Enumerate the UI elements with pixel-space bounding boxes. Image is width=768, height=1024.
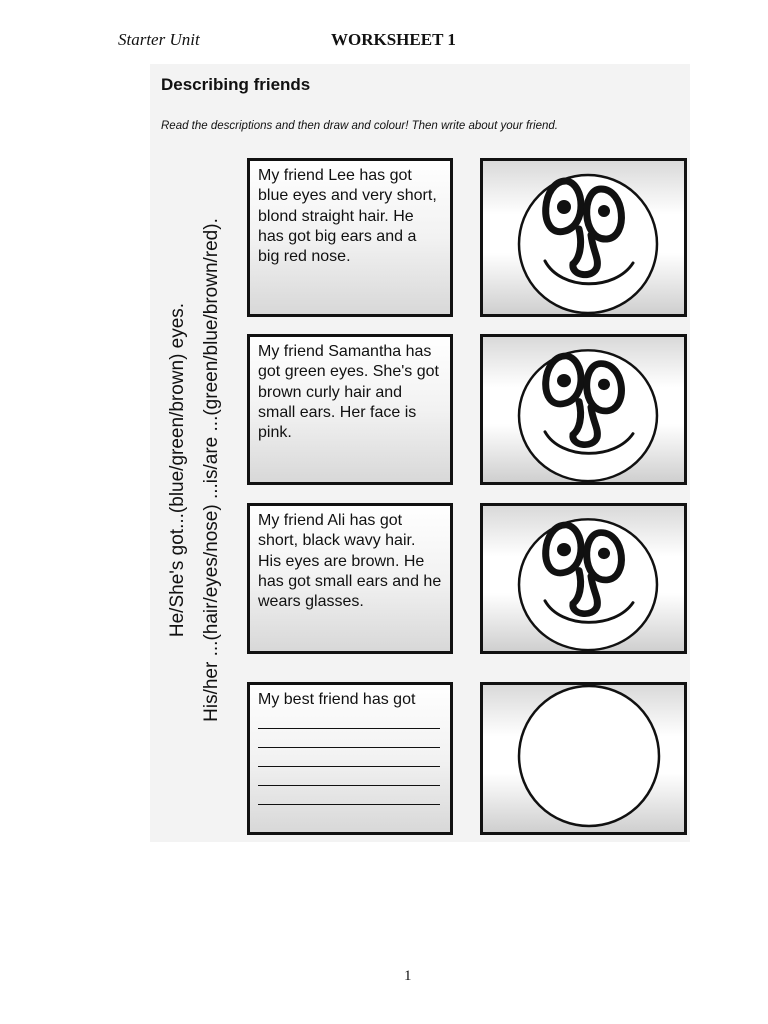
writing-line[interactable] <box>258 729 440 748</box>
face-box-best-friend <box>480 682 687 835</box>
smiley-face-icon <box>483 506 684 651</box>
description-box-ali <box>247 503 453 654</box>
writing-line[interactable] <box>258 767 440 786</box>
smiley-face-icon <box>483 337 684 482</box>
smiley-face-icon <box>483 161 684 314</box>
prompt-features: His/her ...(hair/eyes/nose) ...is/are ...(green/blue/brown/red). <box>201 218 222 722</box>
page-number: 1 <box>404 968 412 984</box>
writing-line[interactable] <box>258 710 440 729</box>
writing-line[interactable] <box>258 748 440 767</box>
description-text: My friend Samantha has got green eyes. She's got brown curly hair and small ears. Her face is pink. <box>258 343 439 442</box>
page-title: Describing friends <box>161 75 311 94</box>
description-box-lee <box>247 158 453 317</box>
blank-circle-drawing-area[interactable] <box>483 685 684 832</box>
face-box-samantha <box>480 334 687 485</box>
worksheet-title: WORKSHEET 1 <box>331 30 456 49</box>
prompt-eyes: He/She's got...(blue/green/brown) eyes. <box>167 302 188 638</box>
unit-label: Starter Unit <box>118 30 200 49</box>
face-box-lee <box>480 158 687 317</box>
instructions-text: Read the descriptions and then draw and colour! Then write about your friend. <box>161 120 558 132</box>
writing-line[interactable] <box>258 786 440 805</box>
description-text: My friend Ali has got short, black wavy hair. His eyes are brown. He has got small ears and he wears glasses. <box>258 512 442 611</box>
description-box-best-friend <box>247 682 453 835</box>
description-box-samantha <box>247 334 453 485</box>
description-text: My friend Lee has got blue eyes and very short, blond straight hair. He has got big ears and a big red nose. <box>258 167 437 266</box>
description-text: My best friend has got <box>258 691 416 708</box>
face-box-ali <box>480 503 687 654</box>
vertical-prompts <box>150 160 240 780</box>
